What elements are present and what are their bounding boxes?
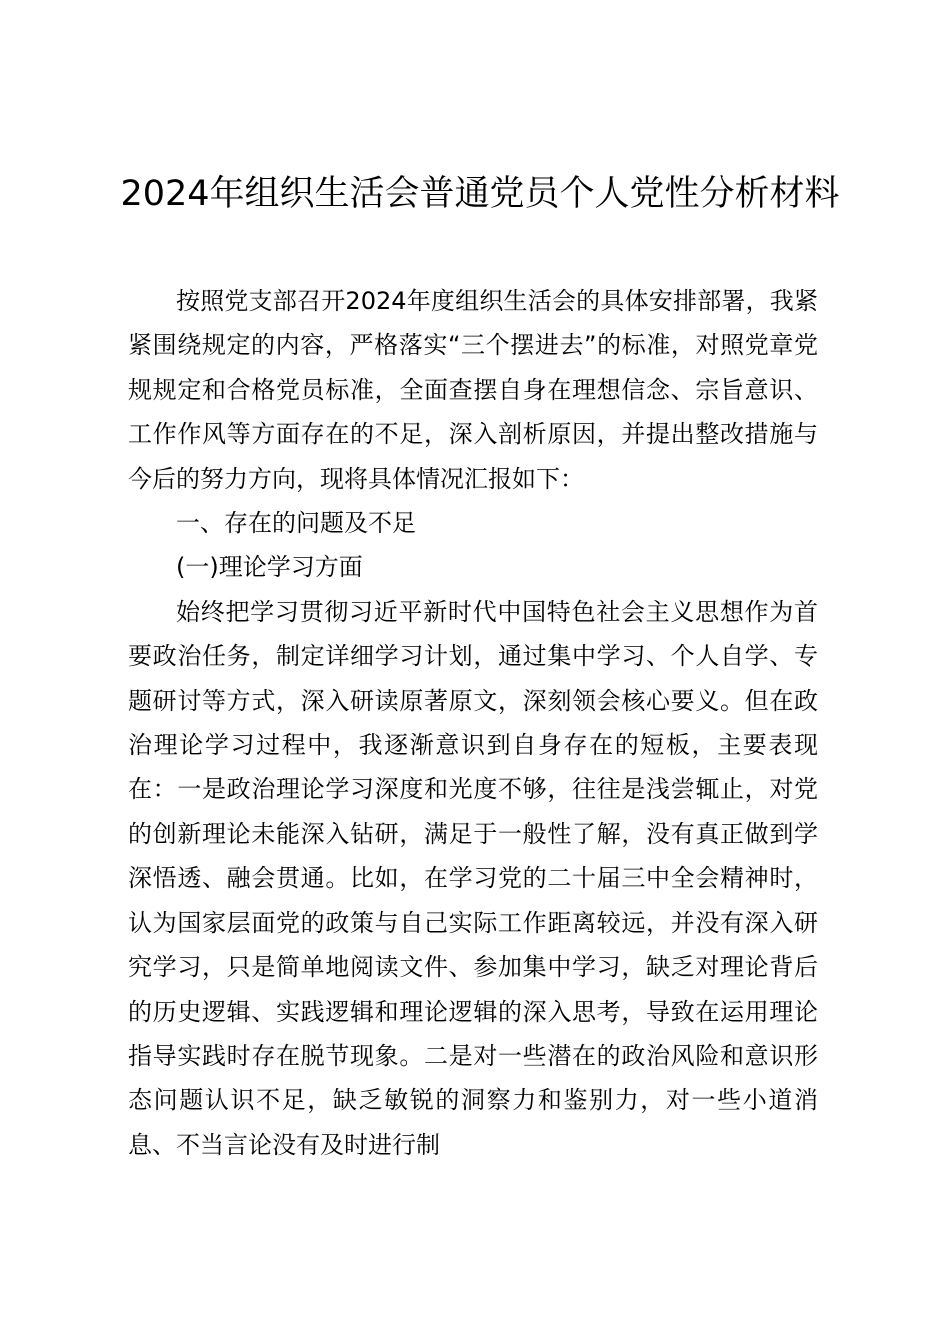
document-body [128, 279, 818, 1167]
intro-paragraph: 按照党支部召开2024年度组织生活会的具体安排部署，我紧紧围绕规定的内容，严格落实“三个摆进去”的标准，对照党章党规规定和合格党员标准，全面查摆自身在理想信念、宗旨意识、工作作风等方面存在的不足，深入剖析原因，并提出整改措施与今后的努力方向，现将具体情况汇报如下： [128, 287, 818, 493]
section-heading: 一、存在的问题及不足 [176, 509, 416, 538]
subsection-heading: (一)理论学习方面 [176, 553, 363, 582]
document-title: 2024年组织生活会普通党员个人党性分析材料 [120, 174, 840, 214]
body-paragraph: 始终把学习贯彻习近平新时代中国特色社会主义思想作为首要政治任务，制定详细学习计划，通过集中学习、个人自学、专题研讨等方式，深入研读原著原文，深刻领会核心要义。但在政治理论学习过程中，我逐渐意识到自身存在的短板，主要表现在：一是政治理论学习深度和光度不够，往往是浅尝辄止，对党的创新理论未能深入钻研，满足于一般性了解，没有真正做到学深悟透、融会贯通。比如，在学习党的二十届三中全会精神时，认为国家层面党的政策与自己实际工作距离较远，并没有深入研究学习，只是简单地阅读文件、参加集中学习，缺乏对理论背后的历史逻辑、实践逻辑和理论逻辑的深入思考，导致在运用理论指导实践时存在脱节现象。二是对一些潜在的政治风险和意识形态问题认识不足，缺乏敏锐的洞察力和鉴别力，对一些小道消息、不当言论没有及时进行制 [128, 597, 818, 1159]
